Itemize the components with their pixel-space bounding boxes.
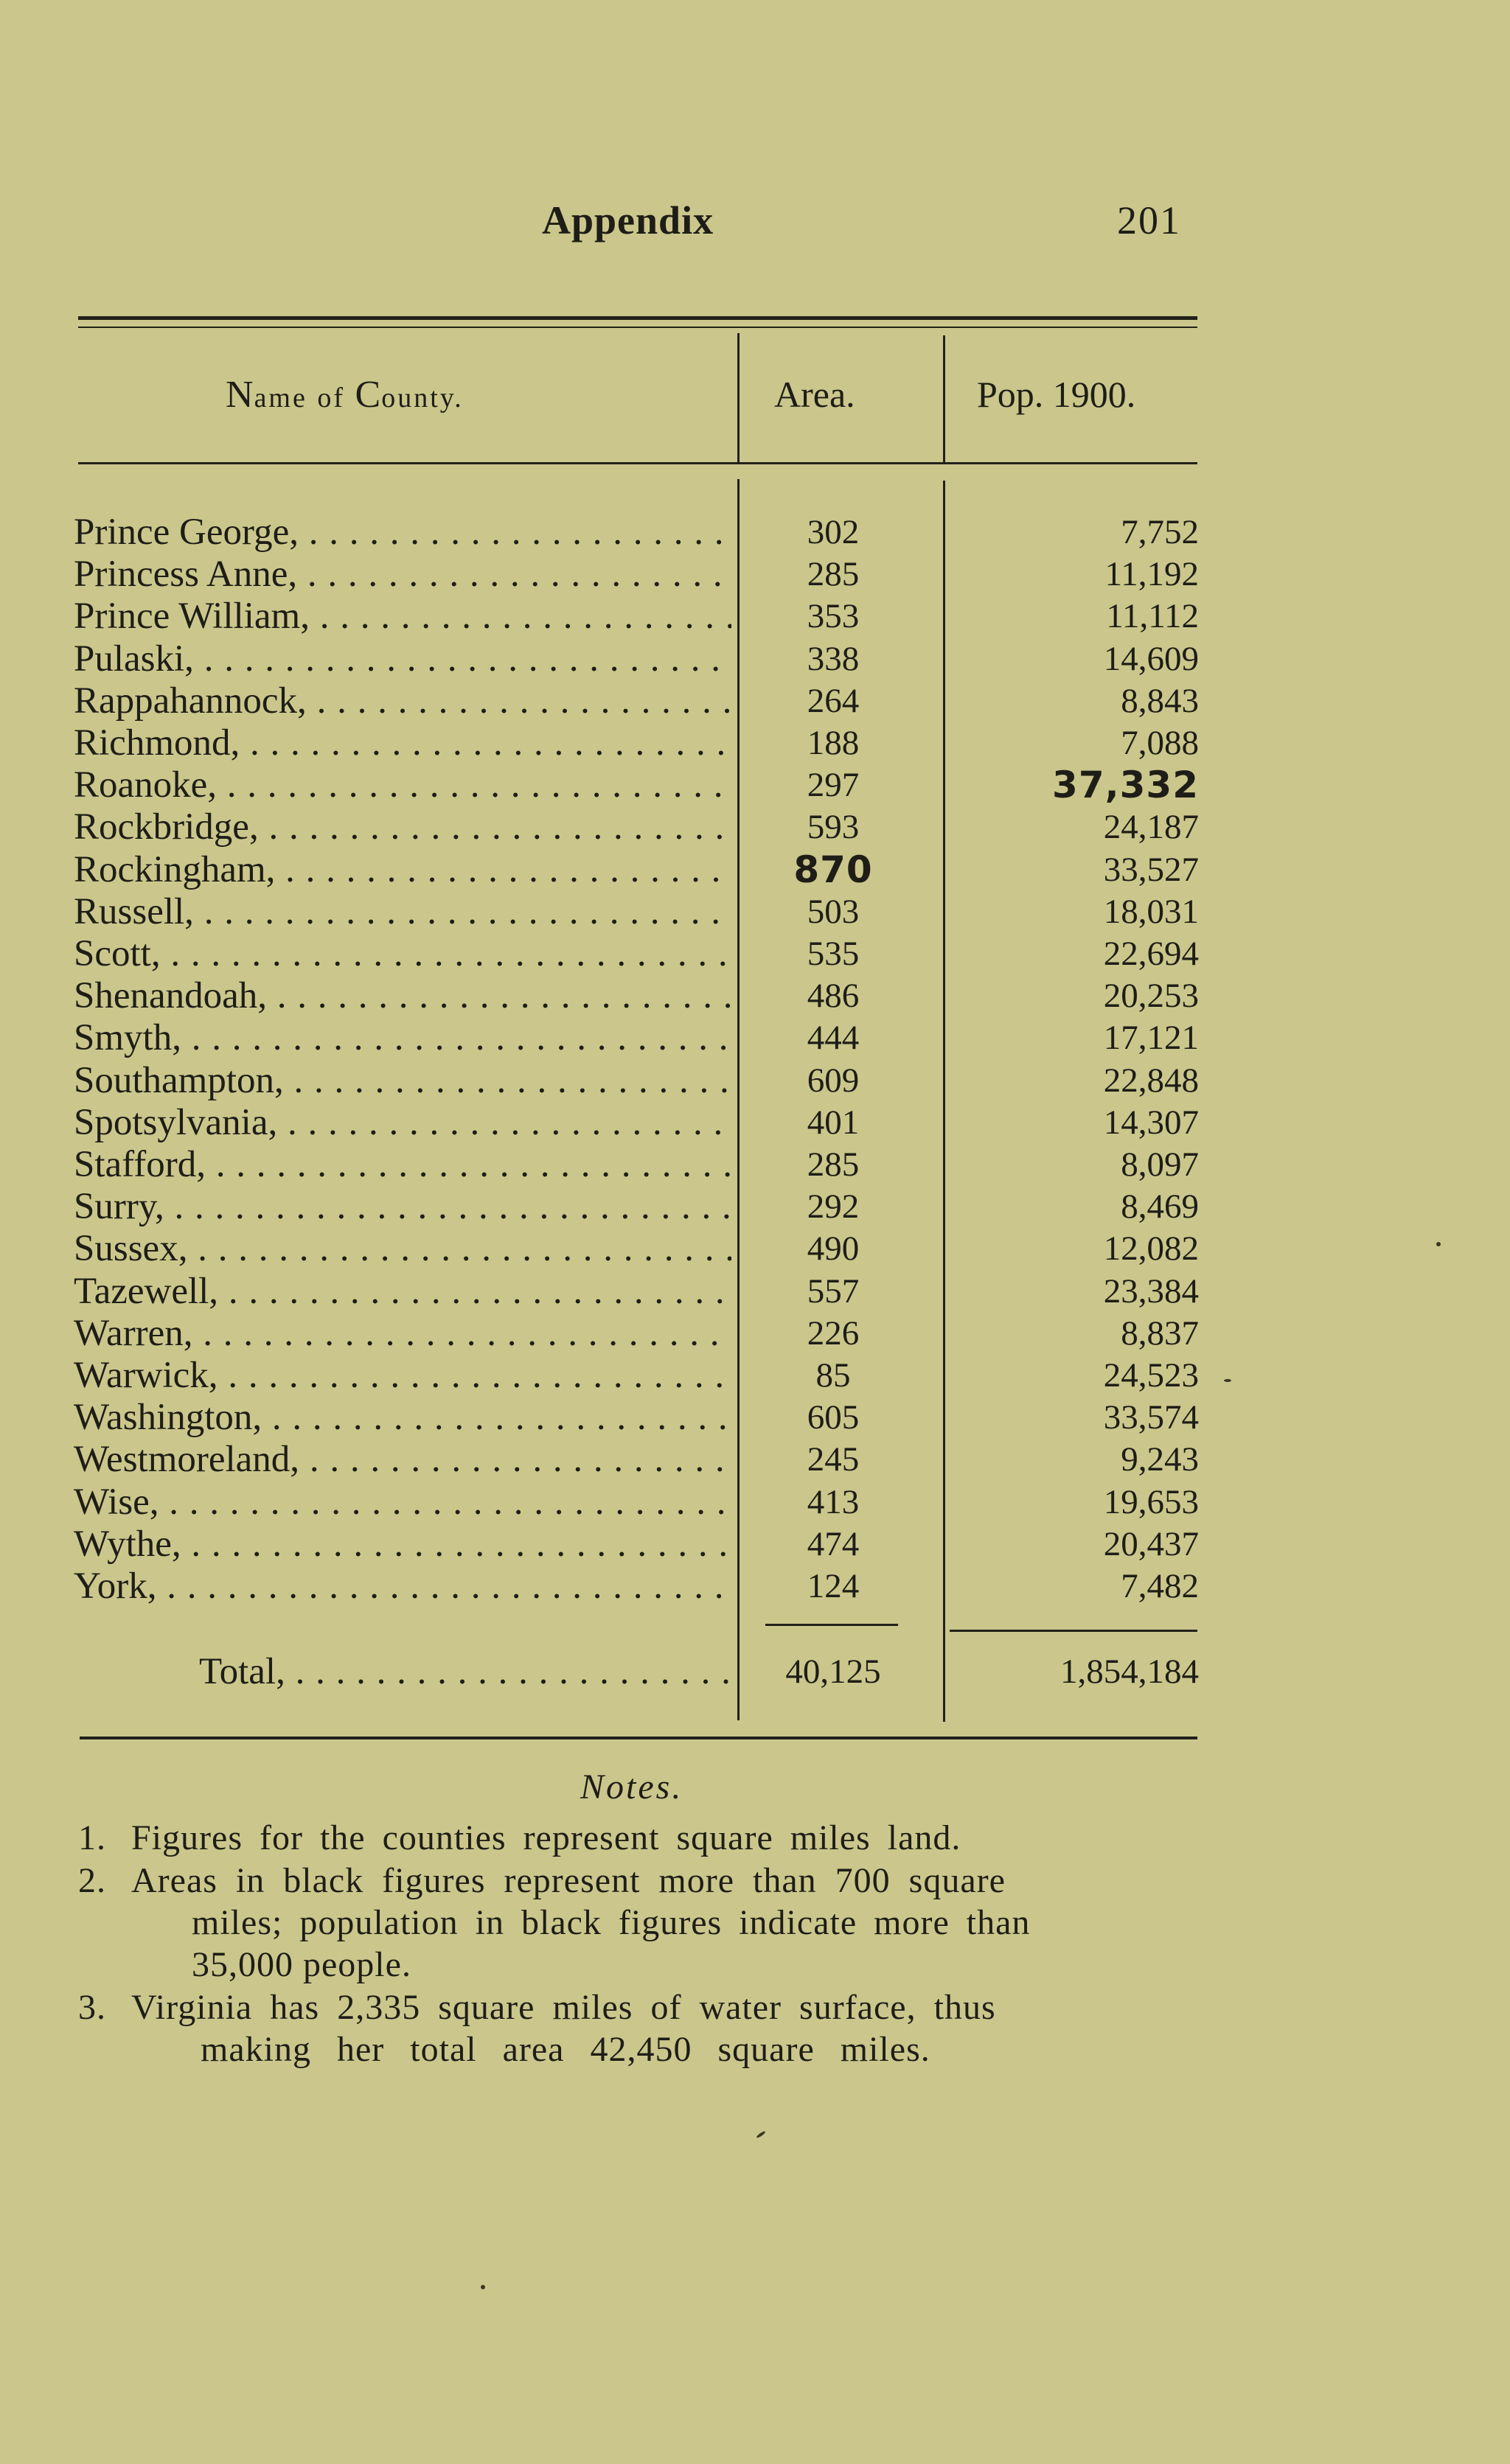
- note-3: 3. Virginia has 2,335 square miles of water surface, thus: [78, 1988, 996, 2027]
- county-name: Warren, . . .: [74, 1313, 731, 1355]
- table-row: [0, 806, 1510, 848]
- county-population: 24,523: [1103, 1356, 1199, 1395]
- county-name: Pulaski, . . .: [74, 638, 731, 680]
- county-area: 609: [807, 1061, 860, 1100]
- table-row: [0, 1017, 1510, 1059]
- county-name: Princess Anne, . . .: [74, 554, 731, 596]
- county-population: 9,243: [1121, 1440, 1199, 1479]
- county-population: 24,187: [1103, 808, 1199, 846]
- county-population: 14,307: [1103, 1103, 1199, 1142]
- county-population: 37,332: [1052, 764, 1199, 806]
- table-row: [0, 933, 1510, 975]
- table-row: [0, 1481, 1510, 1524]
- table-row: [0, 722, 1510, 764]
- total-population: 1,854,184: [1060, 1652, 1199, 1691]
- column-header-county: Name of County.: [226, 374, 464, 416]
- county-name: Surry, . . .: [74, 1186, 731, 1228]
- county-name: Washington, . . .: [74, 1397, 731, 1439]
- county-name: Rappahannock, . . .: [74, 680, 731, 722]
- county-area: 285: [807, 555, 860, 593]
- table-row: [0, 554, 1510, 596]
- county-area: 338: [807, 640, 860, 678]
- table-row: [0, 1144, 1510, 1186]
- table-row: [0, 1397, 1510, 1439]
- county-population: 22,694: [1103, 935, 1199, 973]
- table-row: [0, 1313, 1510, 1355]
- county-population: 33,527: [1103, 851, 1199, 889]
- county-population: 22,848: [1103, 1061, 1199, 1100]
- header-column-divider-1: [737, 333, 740, 463]
- table-row: [0, 1228, 1510, 1270]
- paper-speck: [1224, 1379, 1231, 1382]
- table-row: [0, 1186, 1510, 1228]
- county-name: Southampton, . . .: [74, 1060, 731, 1102]
- county-area: 353: [807, 597, 860, 635]
- note-3-continued: making her total area 42,450 square miles.: [201, 2030, 930, 2069]
- note-1: 1. Figures for the counties represent square miles land.: [78, 1818, 961, 1857]
- table-row: [0, 1271, 1510, 1313]
- county-population: 7,482: [1121, 1567, 1199, 1605]
- county-population: 8,837: [1121, 1314, 1199, 1353]
- table-row: [0, 1566, 1510, 1608]
- county-area: 188: [807, 724, 860, 762]
- header-column-divider-2: [943, 335, 945, 463]
- county-name: Rockbridge, . . .: [74, 806, 731, 848]
- table-row: [0, 512, 1510, 554]
- county-name: Sussex, . . .: [74, 1228, 731, 1270]
- county-name: Shenandoah, . . .: [74, 975, 731, 1017]
- county-area: 557: [807, 1272, 860, 1310]
- county-population: 12,082: [1103, 1229, 1199, 1268]
- total-area: 40,125: [785, 1652, 881, 1691]
- paper-speck: [1436, 1242, 1441, 1246]
- county-area: 292: [807, 1187, 860, 1226]
- county-area: 264: [807, 682, 860, 720]
- county-name: Rockingham, . . .: [74, 849, 731, 891]
- county-area: 503: [807, 893, 860, 931]
- total-label: Total, . . .: [199, 1651, 731, 1693]
- county-name: Prince William, . . .: [74, 596, 731, 638]
- table-row: [0, 1439, 1510, 1481]
- county-area: 302: [807, 513, 860, 551]
- population-sum-rule: [950, 1630, 1197, 1632]
- table-row: [0, 680, 1510, 722]
- county-name: Prince George, . . .: [74, 512, 731, 554]
- table-row: [0, 975, 1510, 1017]
- county-area: 444: [807, 1019, 860, 1057]
- county-name: Wise, . . .: [74, 1481, 731, 1524]
- page-number: 201: [1117, 198, 1181, 242]
- county-area: 870: [793, 848, 873, 891]
- county-area: 401: [807, 1103, 860, 1142]
- table-row: [0, 638, 1510, 680]
- county-population: 20,253: [1103, 977, 1199, 1015]
- table-top-rule-thick: [78, 316, 1197, 320]
- column-header-area: Area.: [774, 374, 855, 415]
- county-area: 297: [807, 766, 860, 804]
- table-row: [0, 849, 1510, 891]
- area-sum-rule: [765, 1624, 898, 1626]
- table-row: [0, 1060, 1510, 1102]
- county-area: 474: [807, 1525, 860, 1563]
- county-area: 490: [807, 1229, 860, 1268]
- county-population: 7,088: [1121, 724, 1199, 762]
- note-2-continued: miles; population in black figures indicate more than: [192, 1903, 1031, 1942]
- table-row: [0, 891, 1510, 933]
- header-bottom-rule: [78, 462, 1197, 464]
- county-name: Stafford, . . .: [74, 1144, 731, 1186]
- note-2-continued-end: 35,000 people.: [192, 1945, 411, 1984]
- paper-speck: [481, 2285, 485, 2289]
- county-area: 413: [807, 1483, 860, 1521]
- county-population: 17,121: [1103, 1019, 1199, 1057]
- table-row: [0, 596, 1510, 638]
- county-area: 226: [807, 1314, 860, 1353]
- county-population: 11,192: [1104, 555, 1199, 593]
- county-area: 245: [807, 1440, 860, 1479]
- county-population: 23,384: [1103, 1272, 1199, 1310]
- county-population: 19,653: [1103, 1483, 1199, 1521]
- running-head-title: Appendix: [542, 198, 714, 242]
- county-area: 124: [807, 1567, 860, 1605]
- county-name: Tazewell, . . .: [74, 1271, 731, 1313]
- county-name: Roanoke, . . .: [74, 764, 731, 806]
- county-name: Westmoreland, . . .: [74, 1439, 731, 1481]
- county-name: York, . . .: [74, 1566, 731, 1608]
- county-population: 33,574: [1103, 1398, 1199, 1437]
- county-area: 593: [807, 808, 860, 846]
- running-head: [0, 198, 1510, 249]
- paper-speck: [756, 2130, 766, 2138]
- county-population: 7,752: [1121, 513, 1199, 551]
- county-name: Russell, . . .: [74, 891, 731, 933]
- total-row: [0, 1651, 1510, 1693]
- county-name: Wythe, . . .: [74, 1524, 731, 1566]
- table-bottom-rule: [80, 1737, 1197, 1739]
- county-population: 8,469: [1121, 1187, 1199, 1226]
- notes-title: Notes.: [580, 1767, 683, 1807]
- county-name: Warwick, . . .: [74, 1355, 731, 1397]
- county-name: Smyth, . . .: [74, 1017, 731, 1059]
- county-population: 20,437: [1103, 1525, 1199, 1563]
- county-population: 8,097: [1121, 1145, 1199, 1184]
- table-row: [0, 1355, 1510, 1397]
- county-area: 605: [807, 1398, 860, 1437]
- table-row: [0, 1102, 1510, 1144]
- county-population: 8,843: [1121, 682, 1199, 720]
- table-row: [0, 764, 1510, 806]
- county-area: 285: [807, 1145, 860, 1184]
- county-name: Spotsylvania, . . .: [74, 1102, 731, 1144]
- county-name: Richmond, . . .: [74, 722, 731, 764]
- county-area: 535: [807, 935, 860, 973]
- county-population: 11,112: [1106, 597, 1199, 635]
- table-row: [0, 1524, 1510, 1566]
- county-population: 14,609: [1103, 640, 1199, 678]
- county-population: 18,031: [1103, 893, 1199, 931]
- county-area: 486: [807, 977, 860, 1015]
- county-name: Scott, . . .: [74, 933, 731, 975]
- table-top-rule-thin: [78, 327, 1197, 328]
- county-area: 85: [815, 1356, 851, 1395]
- column-header-population: Pop. 1900.: [977, 374, 1136, 415]
- note-2: 2. Areas in black figures represent more than 700 square: [78, 1861, 1006, 1900]
